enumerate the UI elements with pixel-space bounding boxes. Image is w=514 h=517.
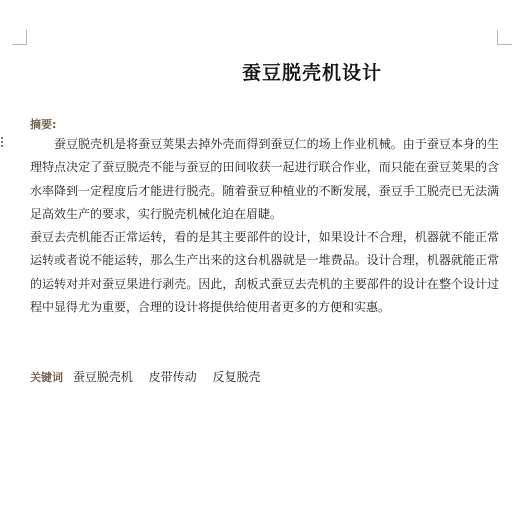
abstract-paragraph-1: 蚕豆脱壳机是将蚕豆荚果去掉外壳而得到蚕豆仁的场上作业机械。由于蚕豆本身的生理特点决定了蚕豆脱壳不能与蚕豆的田间收获一起进行联合作业，而只能在蚕豆荚果的含水率降到一定程度后才能进行脱壳。随着蚕豆种植业的不断发展，蚕豆手工脱壳已无法满足高效生产的要求，实行脱壳机械化迫在眉睫。 [30, 137, 499, 221]
margin-corner-mark-top-left [12, 30, 27, 45]
paragraph-handle-icon[interactable] [0, 137, 4, 151]
keyword-item: 皮带传动 [148, 370, 197, 384]
keywords-line [30, 368, 273, 385]
abstract-paragraph-2: 蚕豆去壳机能否正常运转，看的是其主要部件的设计，如果设计不合理，机器就不能正常运转或者说不能运转，那么生产出来的这台机器就是一堆费品。设计合理，机器就能正常的运转对并对蚕豆果进行剥壳。因此，刮板式蚕豆去壳机的主要部件的设计在整个设计过程中显得尤为重要，合理的设计将提供给使用者更多的方便和实惠。 [30, 230, 499, 315]
document-title-text: 蚕豆脱壳机设计 [241, 62, 382, 84]
keywords-label: 关键词 [30, 371, 63, 384]
abstract-body [30, 133, 499, 319]
margin-corner-mark-top-right [497, 30, 512, 45]
keyword-item: 反复脱壳 [212, 370, 261, 384]
abstract-label: 摘要: [30, 118, 57, 131]
keyword-item: 蚕豆脱壳机 [72, 370, 133, 384]
document-title [27, 58, 487, 85]
